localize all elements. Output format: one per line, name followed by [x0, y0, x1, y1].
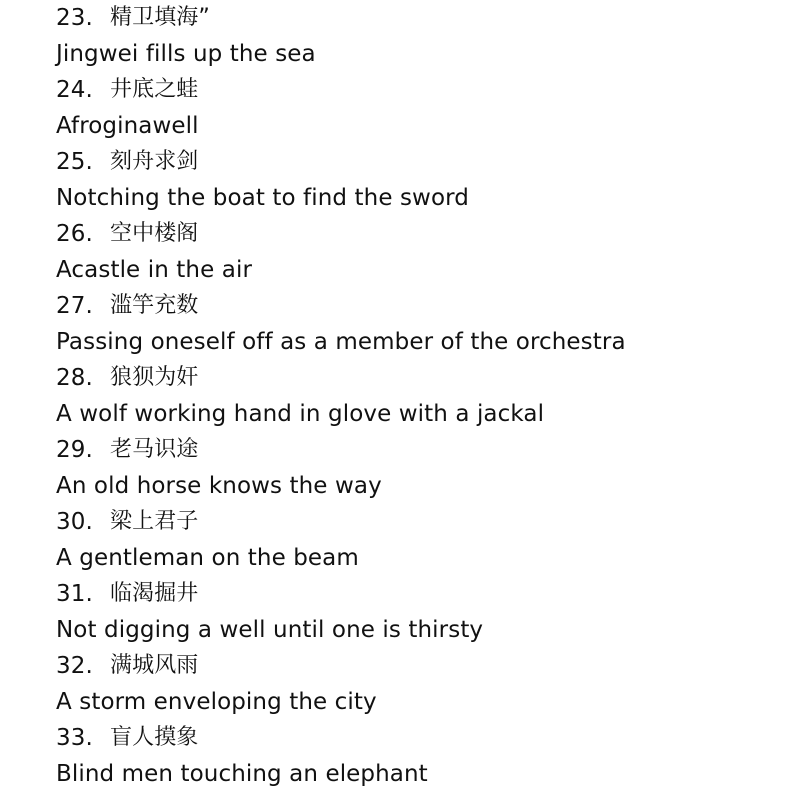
idiom-chinese: 狼狈为奸	[110, 365, 199, 390]
idiom-entry	[56, 144, 776, 216]
idiom-line	[56, 432, 776, 468]
idiom-number: 28.	[56, 365, 93, 391]
idiom-line	[56, 360, 776, 396]
idiom-english: A wolf working hand in glove with a jackal	[56, 401, 545, 427]
idiom-number: 25.	[56, 149, 93, 175]
idiom-number: 26.	[56, 221, 93, 247]
idiom-english: Passing oneself off as a member of the orchestra	[56, 329, 626, 355]
idiom-chinese: 井底之蛙	[110, 77, 199, 102]
idiom-english: A gentleman on the beam	[56, 545, 359, 571]
idiom-english: Not digging a well until one is thirsty	[56, 617, 484, 643]
idiom-chinese: 老马识途	[110, 437, 199, 462]
idiom-line	[56, 576, 776, 612]
idiom-chinese: 临渴掘井	[110, 581, 199, 606]
idiom-chinese: 精卫填海”	[110, 5, 210, 30]
idiom-english: Jingwei fills up the sea	[56, 41, 316, 67]
idiom-line	[56, 648, 776, 684]
idiom-entry	[56, 720, 776, 792]
idiom-number: 32.	[56, 653, 93, 679]
idiom-number: 30.	[56, 509, 93, 535]
idiom-chinese: 刻舟求剑	[110, 149, 199, 174]
idiom-english: Acastle in the air	[56, 257, 252, 283]
idiom-entry	[56, 432, 776, 504]
idiom-entry	[56, 216, 776, 288]
idiom-entry	[56, 0, 776, 72]
idiom-chinese: 空中楼阁	[110, 221, 199, 246]
idiom-chinese: 满城风雨	[110, 653, 199, 678]
idiom-entry	[56, 360, 776, 432]
idiom-chinese: 梁上君子	[110, 509, 199, 534]
idiom-line	[56, 72, 776, 108]
idiom-entry	[56, 576, 776, 648]
idiom-entry	[56, 504, 776, 576]
idiom-line	[56, 720, 776, 756]
idiom-english: A storm enveloping the city	[56, 689, 377, 715]
idiom-line	[56, 288, 776, 324]
idiom-chinese: 盲人摸象	[110, 725, 199, 750]
idiom-entry	[56, 288, 776, 360]
idiom-line	[56, 144, 776, 180]
idiom-entry	[56, 72, 776, 144]
idiom-list	[56, 0, 776, 792]
idiom-english: Afroginawell	[56, 113, 199, 139]
idiom-chinese: 滥竽充数	[110, 293, 199, 318]
idiom-line	[56, 504, 776, 540]
idiom-number: 33.	[56, 725, 93, 751]
idiom-line	[56, 0, 776, 36]
idiom-english: An old horse knows the way	[56, 473, 382, 499]
idiom-number: 31.	[56, 581, 93, 607]
idiom-number: 29.	[56, 437, 93, 463]
idiom-number: 23.	[56, 5, 93, 31]
idiom-english: Blind men touching an elephant	[56, 761, 428, 787]
idiom-line	[56, 216, 776, 252]
idiom-number: 24.	[56, 77, 93, 103]
idiom-number: 27.	[56, 293, 93, 319]
idiom-english: Notching the boat to find the sword	[56, 185, 469, 211]
idiom-entry	[56, 648, 776, 720]
